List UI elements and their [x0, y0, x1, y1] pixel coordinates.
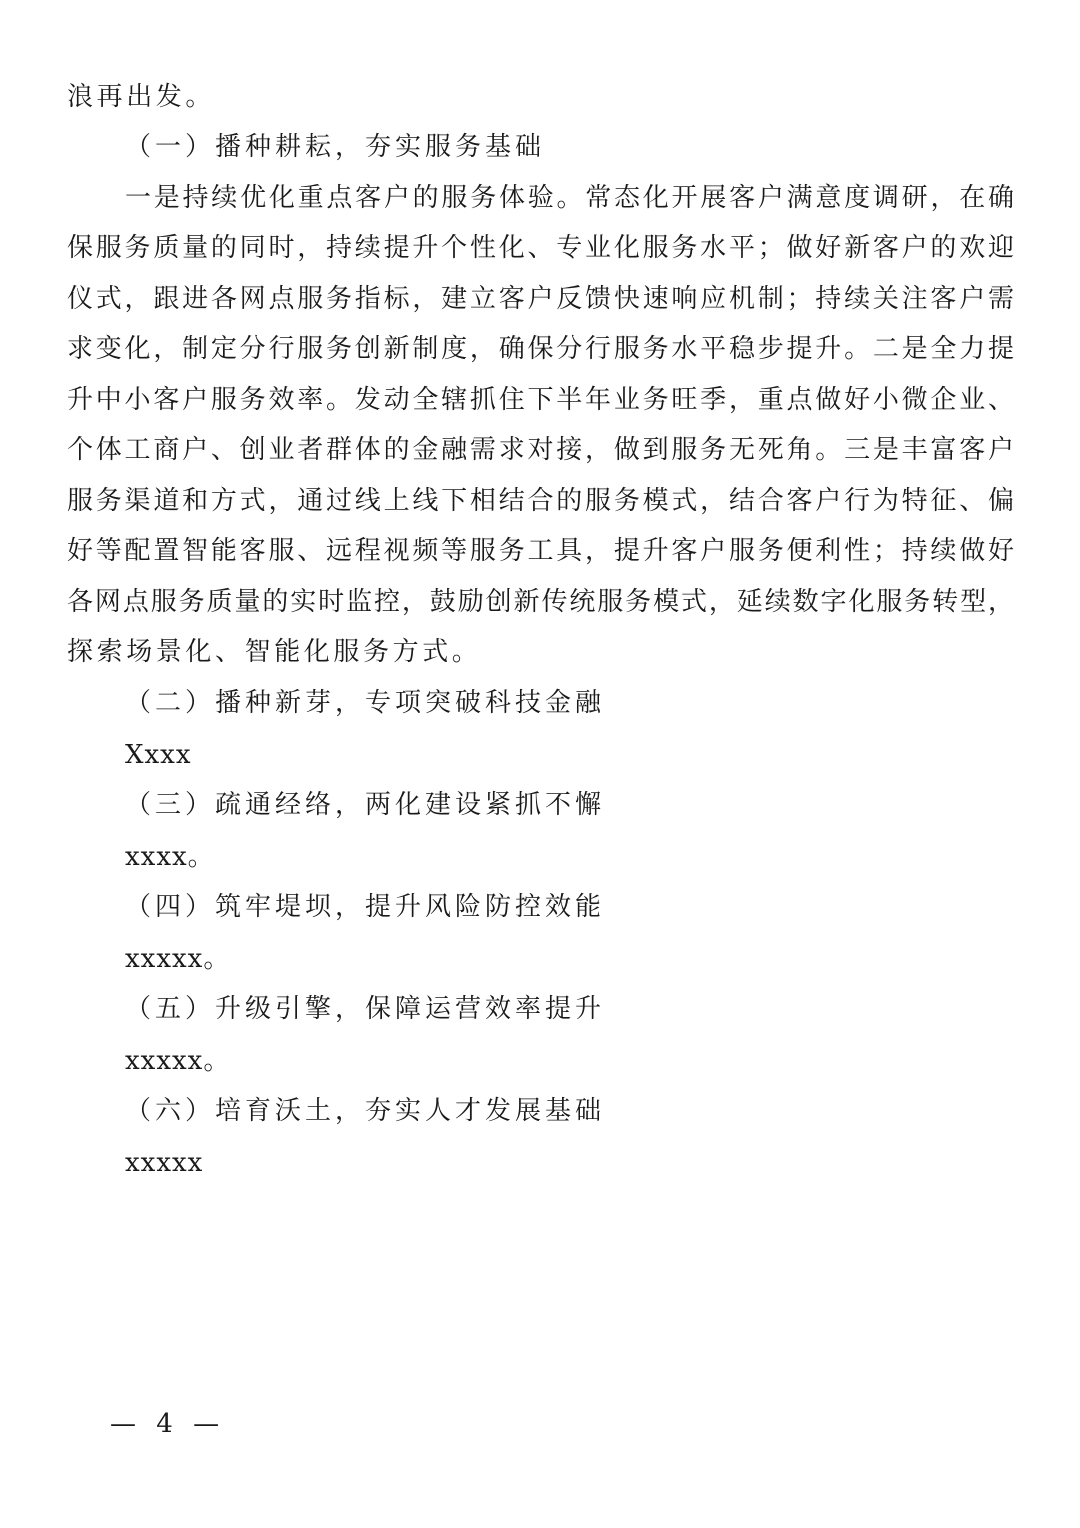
section-heading-3: （三）疏通经络，两化建设紧抓不懈 [125, 790, 606, 820]
page-number: — 4 — [110, 1409, 226, 1439]
body-paragraph-line: 求变化，制定分行服务创新制度，确保分行服务水平稳步提升。二是全力提 [67, 334, 1014, 364]
section-heading-1: （一）播种耕耘，夯实服务基础 [125, 132, 546, 162]
body-paragraph-line: 探索场景化、智能化服务方式。 [67, 637, 482, 667]
section-body-3: xxxx。 [125, 842, 215, 872]
section-heading-4: （四）筑牢堤坝，提升风险防控效能 [125, 892, 606, 922]
section-heading-6: （六）培育沃土，夯实人才发展基础 [125, 1096, 606, 1126]
body-paragraph-line: 好等配置智能客服、远程视频等服务工具，提升客户服务便利性；持续做好 [67, 536, 1014, 566]
body-paragraph-line: 服务渠道和方式，通过线上线下相结合的服务模式，结合客户行为特征、偏 [67, 486, 1014, 516]
section-body-6: xxxxx [125, 1148, 204, 1178]
section-body-5: xxxxx。 [125, 1046, 231, 1076]
body-paragraph-line: 升中小客户服务效率。发动全辖抓住下半年业务旺季，重点做好小微企业、 [67, 385, 1014, 415]
body-paragraph-line: 各网点服务质量的实时监控，鼓励创新传统服务模式，延续数字化服务转型， [67, 587, 1014, 617]
body-paragraph-line: 仪式，跟进各网点服务指标，建立客户反馈快速响应机制；持续关注客户需 [67, 284, 1014, 314]
body-paragraph-line: 一是持续优化重点客户的服务体验。常态化开展客户满意度调研，在确 [125, 183, 1014, 213]
section-body-2: Xxxx [125, 740, 192, 770]
body-paragraph-line: 保服务质量的同时，持续提升个性化、专业化服务水平；做好新客户的欢迎 [67, 233, 1014, 263]
section-heading-2: （二）播种新芽，专项突破科技金融 [125, 688, 606, 718]
body-paragraph-line: 个体工商户、创业者群体的金融需求对接，做到服务无死角。三是丰富客户 [67, 435, 1014, 465]
section-heading-5: （五）升级引擎，保障运营效率提升 [125, 994, 606, 1024]
section-body-4: xxxxx。 [125, 944, 231, 974]
paragraph-continuation-line: 浪再出发。 [67, 82, 216, 112]
